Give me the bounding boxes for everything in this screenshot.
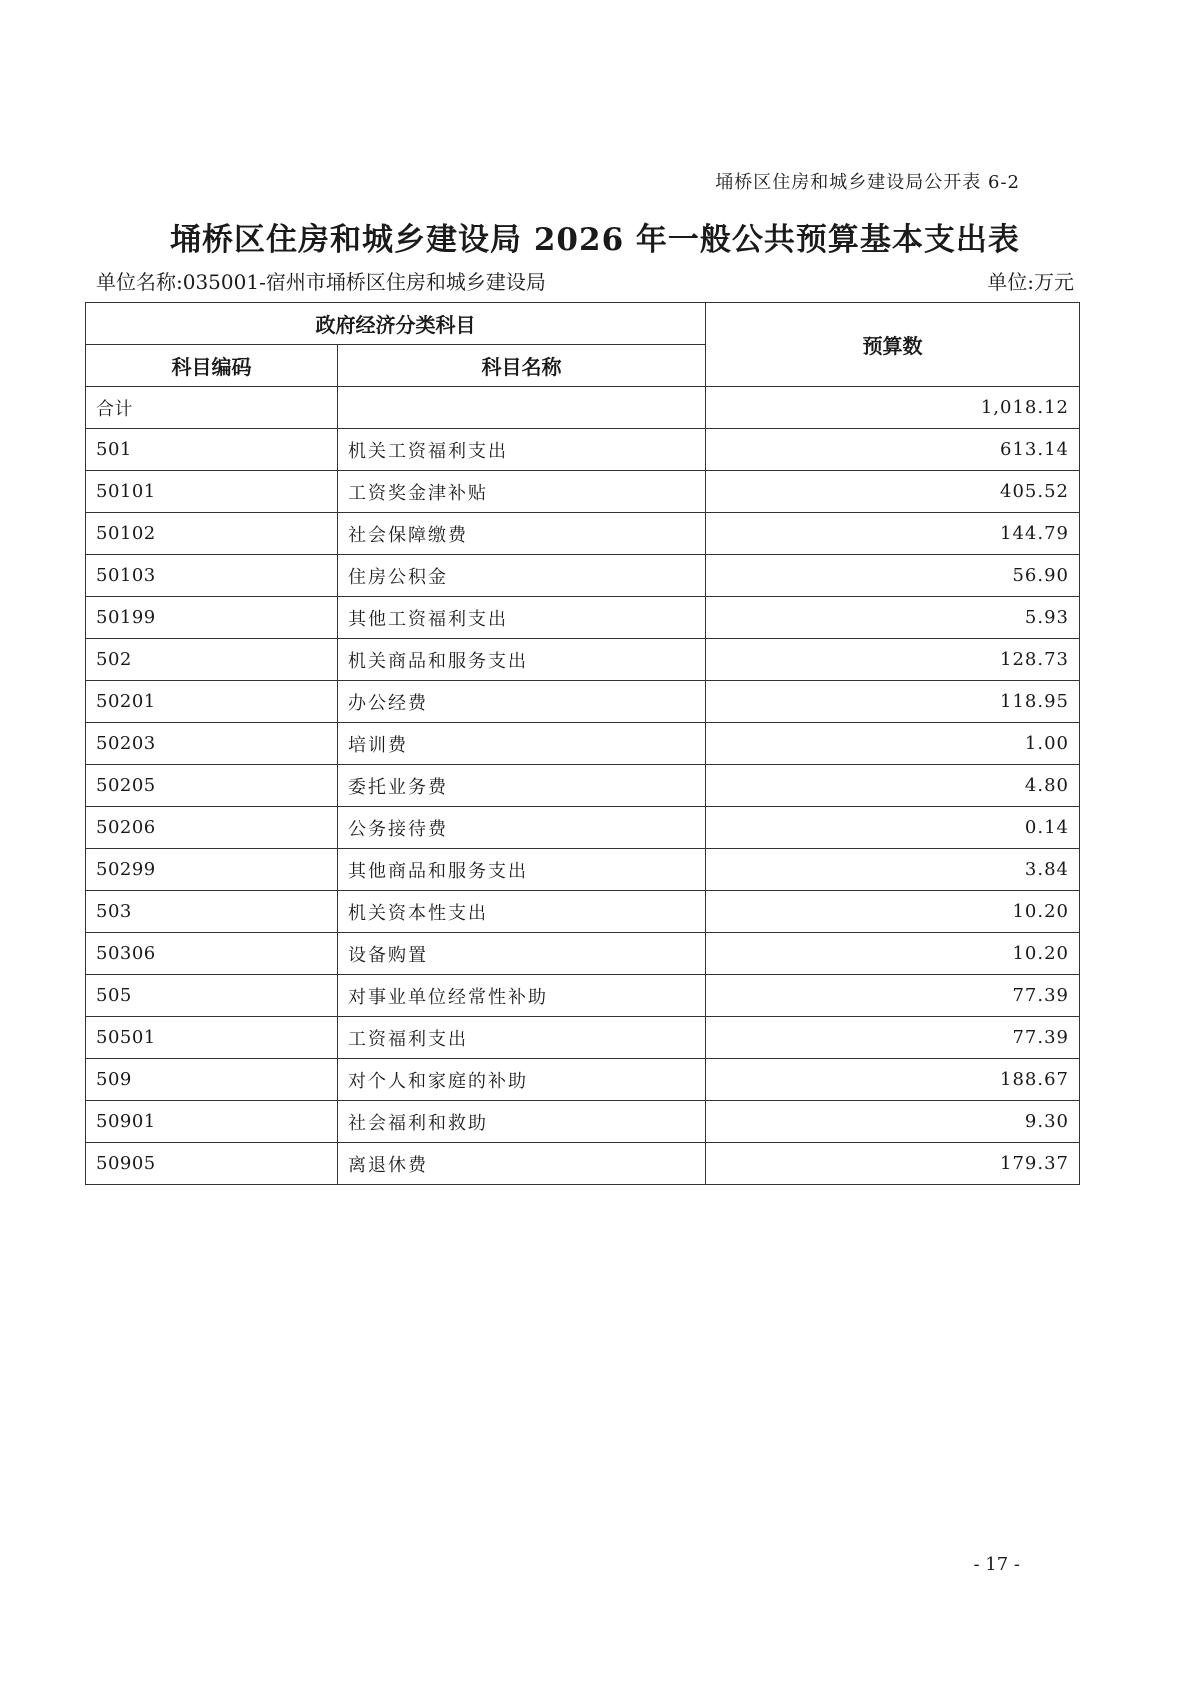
row-code: 50905 [86, 1143, 338, 1185]
unit-name: 单位名称:035001-宿州市埇桥区住房和城乡建设局 [96, 270, 546, 294]
row-amount: 128.73 [706, 639, 1080, 681]
row-amount: 10.20 [706, 933, 1080, 975]
table-row [86, 597, 1080, 639]
row-code: 509 [86, 1059, 338, 1101]
row-amount: 0.14 [706, 807, 1080, 849]
row-name [338, 387, 706, 429]
budget-table [85, 302, 1080, 1185]
row-amount: 405.52 [706, 471, 1080, 513]
page-number: - 17 - [973, 1554, 1020, 1575]
table-row [86, 555, 1080, 597]
row-code: 503 [86, 891, 338, 933]
row-name: 社会福利和救助 [338, 1101, 706, 1143]
code-header: 科目编码 [86, 345, 338, 387]
row-code: 50102 [86, 513, 338, 555]
table-row [86, 639, 1080, 681]
row-code: 50901 [86, 1101, 338, 1143]
row-name: 其他商品和服务支出 [338, 849, 706, 891]
row-code: 50205 [86, 765, 338, 807]
table-row [86, 429, 1080, 471]
row-code: 50306 [86, 933, 338, 975]
table-row [86, 765, 1080, 807]
row-name: 机关资本性支出 [338, 891, 706, 933]
table-row [86, 1017, 1080, 1059]
unit-measure: 单位:万元 [987, 270, 1074, 294]
meta-line [96, 266, 1074, 295]
row-code: 50101 [86, 471, 338, 513]
row-code: 505 [86, 975, 338, 1017]
table-row [86, 975, 1080, 1017]
table-row [86, 723, 1080, 765]
row-amount: 56.90 [706, 555, 1080, 597]
row-amount: 77.39 [706, 975, 1080, 1017]
row-name: 离退休费 [338, 1143, 706, 1185]
row-amount: 179.37 [706, 1143, 1080, 1185]
table-row [86, 1143, 1080, 1185]
row-name: 设备购置 [338, 933, 706, 975]
name-header: 科目名称 [338, 345, 706, 387]
row-code: 501 [86, 429, 338, 471]
amount-header: 预算数 [706, 303, 1080, 387]
row-amount: 9.30 [706, 1101, 1080, 1143]
row-amount: 5.93 [706, 597, 1080, 639]
row-code: 合计 [86, 387, 338, 429]
row-amount: 144.79 [706, 513, 1080, 555]
table-row [86, 471, 1080, 513]
row-code: 50206 [86, 807, 338, 849]
group-header: 政府经济分类科目 [86, 303, 706, 345]
table-row [86, 807, 1080, 849]
row-name: 其他工资福利支出 [338, 597, 706, 639]
row-name: 住房公积金 [338, 555, 706, 597]
row-name: 委托业务费 [338, 765, 706, 807]
row-amount: 1.00 [706, 723, 1080, 765]
table-row [86, 1059, 1080, 1101]
row-name: 机关商品和服务支出 [338, 639, 706, 681]
row-name: 工资福利支出 [338, 1017, 706, 1059]
row-name: 对个人和家庭的补助 [338, 1059, 706, 1101]
row-amount: 4.80 [706, 765, 1080, 807]
row-amount: 1,018.12 [706, 387, 1080, 429]
table-header-row-group [86, 303, 1080, 345]
row-name: 公务接待费 [338, 807, 706, 849]
row-name: 社会保障缴费 [338, 513, 706, 555]
row-name: 机关工资福利支出 [338, 429, 706, 471]
row-name: 培训费 [338, 723, 706, 765]
table-row [86, 933, 1080, 975]
row-code: 50299 [86, 849, 338, 891]
row-amount: 118.95 [706, 681, 1080, 723]
table-body [86, 387, 1080, 1185]
row-code: 50201 [86, 681, 338, 723]
row-code: 502 [86, 639, 338, 681]
row-code: 50501 [86, 1017, 338, 1059]
table-row [86, 681, 1080, 723]
table-row [86, 513, 1080, 555]
row-amount: 188.67 [706, 1059, 1080, 1101]
row-name: 办公经费 [338, 681, 706, 723]
table-row [86, 849, 1080, 891]
row-amount: 10.20 [706, 891, 1080, 933]
document-reference: 埇桥区住房和城乡建设局公开表 6-2 [715, 172, 1020, 193]
row-code: 50199 [86, 597, 338, 639]
page-title: 埇桥区住房和城乡建设局 2026 年一般公共预算基本支出表 [170, 222, 1020, 258]
table-row [86, 1101, 1080, 1143]
row-code: 50203 [86, 723, 338, 765]
row-name: 对事业单位经常性补助 [338, 975, 706, 1017]
table-row [86, 891, 1080, 933]
row-code: 50103 [86, 555, 338, 597]
row-name: 工资奖金津补贴 [338, 471, 706, 513]
row-amount: 77.39 [706, 1017, 1080, 1059]
table-row [86, 387, 1080, 429]
row-amount: 3.84 [706, 849, 1080, 891]
row-amount: 613.14 [706, 429, 1080, 471]
